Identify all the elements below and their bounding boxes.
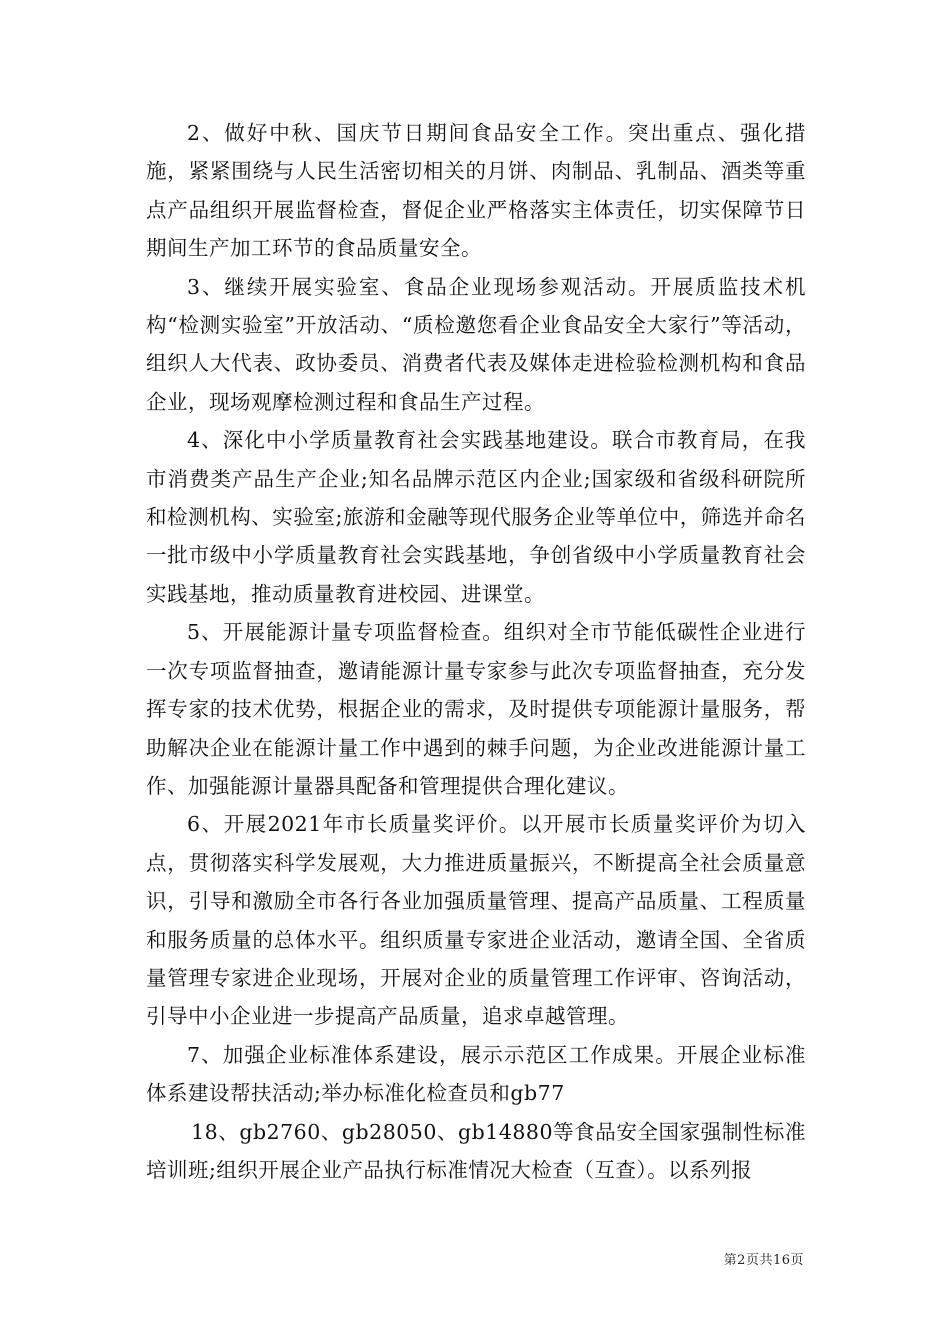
paragraph-item-6: 6、开展2021年市长质量奖评价。以开展市长质量奖评价为切入点，贯彻落实科学发展观，大力推进质量振兴，不断提高全社会质量意识，引导和激励全市各行各业加强质量管理、提高产品质量、工程质量和服务质量的总体水平。组织质量专家进企业活动，邀请全国、全省质量管理专家进企业现场，开展对企业的质量管理工作评审、咨询活动，引导中小企业进一步提高产品质量，追求卓越管理。 xyxy=(146,812,806,1029)
paragraph-item-3: 3、继续开展实验室、食品企业现场参观活动。开展质监技术机构“检测实验室”开放活动、“质检邀您看企业食品安全大家行”等活动，组织人大代表、政协委员、消费者代表及媒体走进检验检测机构和食品企业，现场观摩检测过程和食品生产过程。 xyxy=(146,274,806,414)
paragraph-item-4: 4、深化中小学质量教育社会实践基地建设。联合市教育局，在我市消费类产品生产企业;知名品牌示范区内企业;国家级和省级科研院所和检测机构、实验室;旅游和金融等现代服务企业等单位中，筛选并命名一批市级中小学质量教育社会实践基地，争创省级中小学质量教育社会实践基地，推动质量教育进校园、进课堂。 xyxy=(146,428,806,606)
page-number-footer: 第2页共16页 xyxy=(723,1253,804,1268)
paragraph-item-7: 7、加强企业标准体系建设，展示示范区工作成果。开展企业标准体系建设帮扶活动;举办标准化检查员和gb77 xyxy=(146,1042,806,1106)
paragraph-item-2: 2、做好中秋、国庆节日期间食品安全工作。突出重点、强化措施，紧紧围绕与人民生活密切相关的月饼、肉制品、乳制品、酒类等重点产品组织开展监督检查，督促企业严格落实主体责任，切实保障节日期间生产加工环节的食品质量安全。 xyxy=(146,121,806,261)
paragraph-item-5: 5、开展能源计量专项监督检查。组织对全市节能低碳性企业进行一次专项监督抽查，邀请能源计量专家参与此次专项监督抽查，充分发挥专家的技术优势，根据企业的需求，及时提供专项能源计量服务，帮助解决企业在能源计量工作中遇到的棘手问题，为企业改进能源计量工作、加强能源计量器具配备和管理提供合理化建议。 xyxy=(146,620,806,798)
paragraph-item-7-continued: 18、gb2760、gb28050、gb14880等食品安全国家强制性标准培训班;组织开展企业产品执行标准情况大检查（互查）。以系列报 xyxy=(146,1119,806,1182)
document-body xyxy=(146,114,806,1189)
